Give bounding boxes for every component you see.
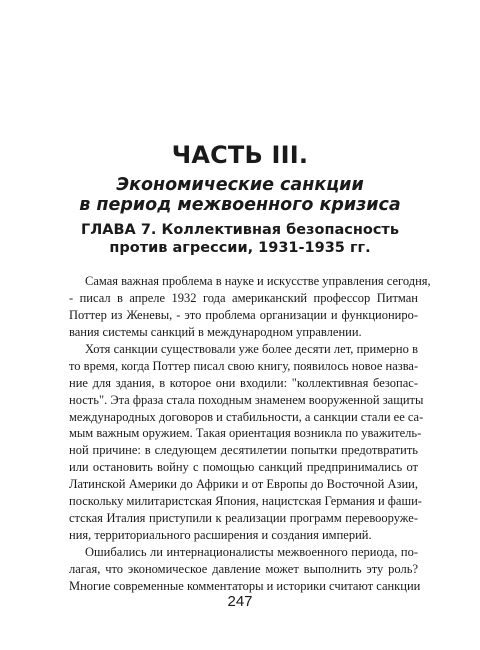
text-line: международных договоров и стабильности, а санкции стали ее са- bbox=[69, 409, 424, 424]
chapter-title-line: против агрессии, 1931-1935 гг. bbox=[109, 240, 371, 256]
paragraph bbox=[69, 341, 424, 544]
paragraph bbox=[69, 544, 421, 595]
section-title-line: в период межвоенного кризиса bbox=[79, 195, 401, 215]
section-title-line: Экономические санкции bbox=[116, 175, 364, 195]
text-line: мым важным оружием. Такая ориентация возникла по уважитель- bbox=[69, 426, 422, 441]
text-line: Самая важная проблема в науке и искусстве управления сегодня, bbox=[85, 274, 431, 288]
text-line: ние для здания, в которое они входили: "коллективная безопас- bbox=[69, 375, 418, 390]
body-text bbox=[69, 273, 431, 595]
paragraph bbox=[69, 273, 431, 341]
text-line: стская Италия приступили к реализации программ перевооруже- bbox=[69, 511, 418, 526]
text-line: лагая, что экономическое давление может выполнить эту роль? bbox=[69, 561, 418, 576]
text-line: то время, когда Поттер писал свою книгу, появилось новое назва- bbox=[69, 358, 419, 373]
text-line: ной причине: в следующем десятилетии попытки предотвратить bbox=[69, 443, 418, 458]
text-line: - писал в апреле 1932 года американский профессор Питман bbox=[69, 290, 418, 305]
text-line: Ошибались ли интернационалисты межвоенного периода, по- bbox=[85, 545, 418, 559]
page-number: 247 bbox=[227, 593, 253, 610]
text-line: поскольку милитаристская Япония, нацистская Германия и фаши- bbox=[69, 494, 422, 509]
text-line: Поттер из Женевы, - это проблема организации и функциониро- bbox=[69, 307, 418, 322]
text-line: ния, территориального расширения и создания империй. bbox=[69, 528, 372, 543]
part-title: ЧАСТЬ III. bbox=[171, 141, 309, 169]
text-line: ность". Эта фраза стала походным знаменем вооруженной защиты bbox=[69, 392, 424, 407]
section-title bbox=[60, 175, 420, 215]
text-line: или остановить войну с помощью санкций предпринимались от bbox=[69, 460, 418, 475]
chapter-title-line: ГЛАВА 7. Коллективная безопасность bbox=[81, 222, 399, 238]
text-line: вания системы санкций в международном управлении. bbox=[69, 324, 362, 339]
text-line: Латинской Америки до Африки и от Европы до Восточной Азии, bbox=[69, 477, 418, 492]
text-line: Многие современные комментаторы и историки считают санкции bbox=[69, 578, 421, 593]
text-line: Хотя санкции существовали уже более десяти лет, примерно в bbox=[85, 341, 418, 356]
chapter-title bbox=[60, 221, 420, 257]
